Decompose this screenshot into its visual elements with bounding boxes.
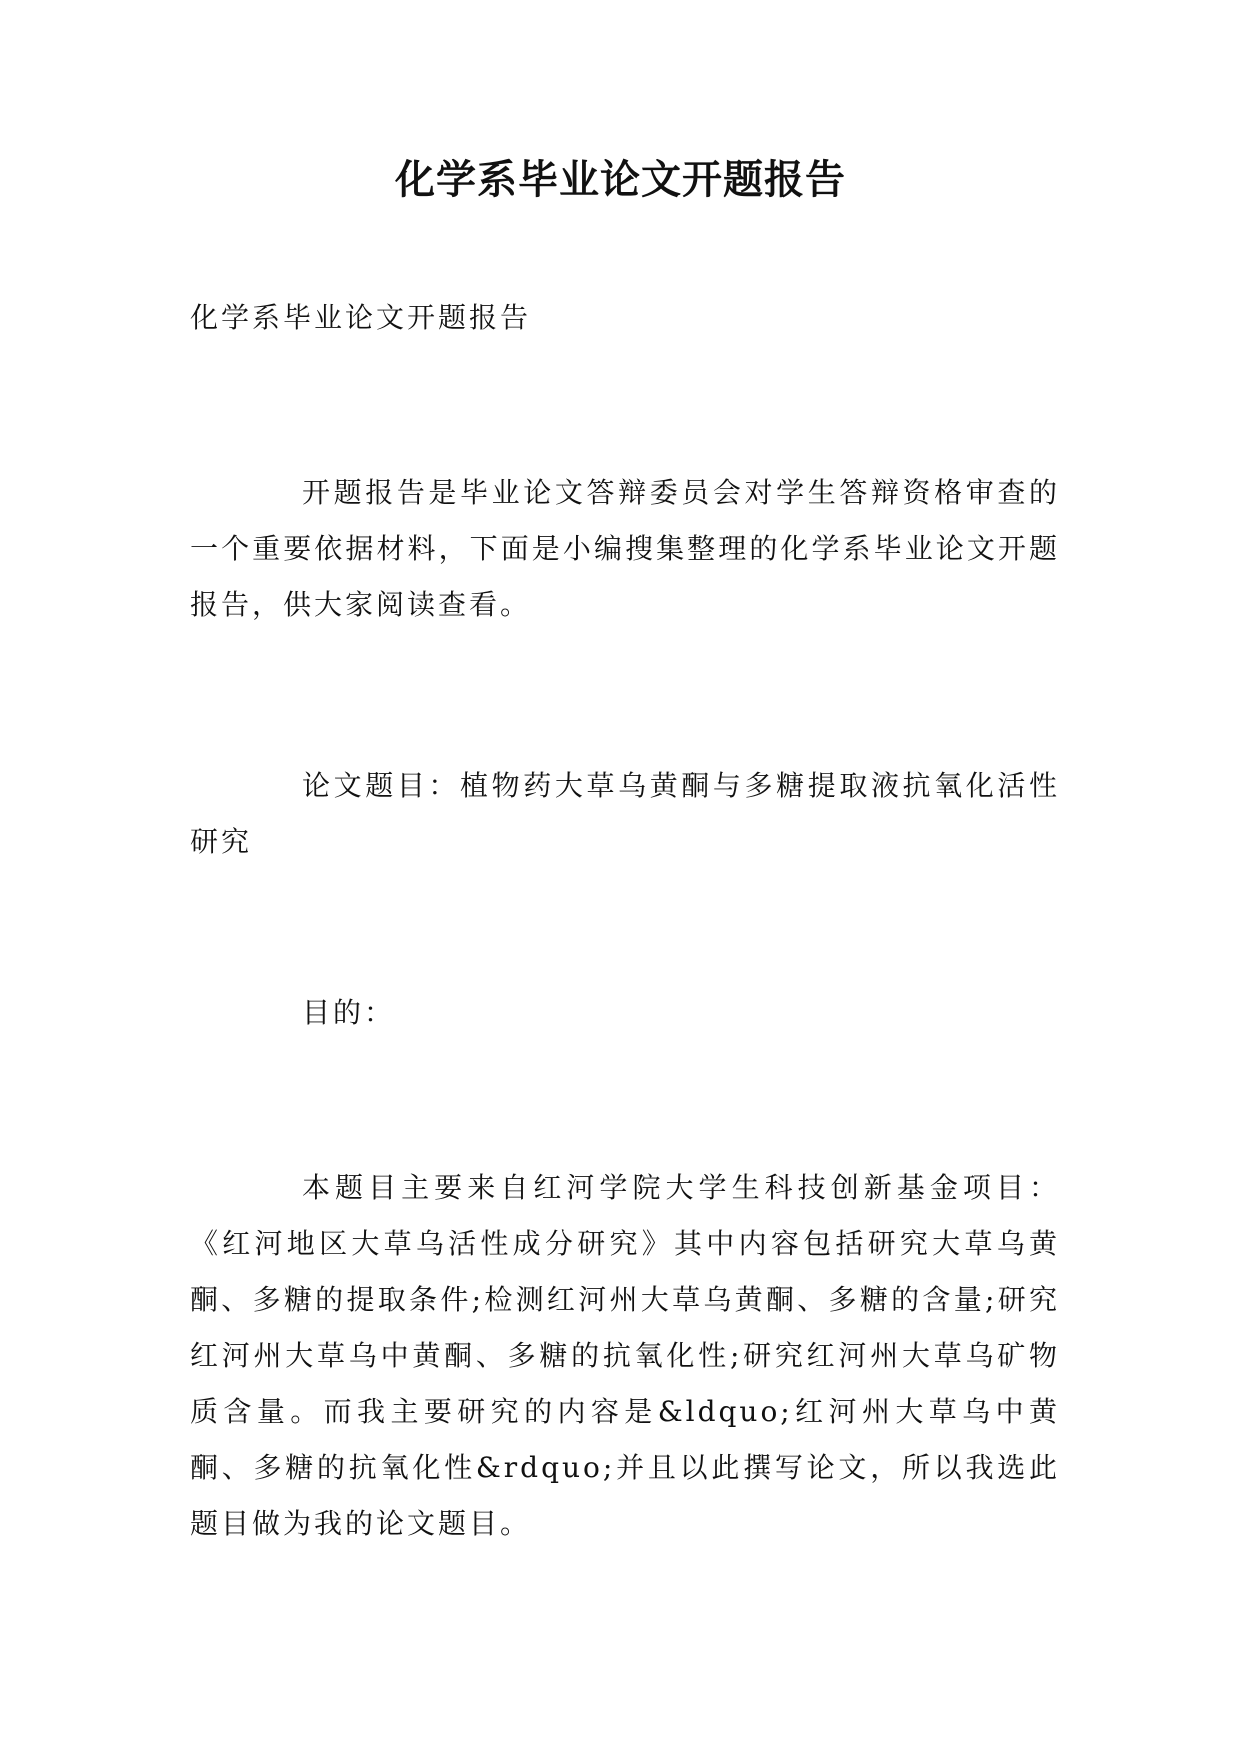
document-title: 化学系毕业论文开题报告 (395, 157, 846, 203)
document-subtitle: 化学系毕业论文开题报告 (190, 301, 532, 334)
topic-paragraph: 论文题目：植物药大草乌黄酮与多糖提取液抗氧化活性研究 (190, 769, 1060, 858)
purpose-heading: 目的： (302, 996, 396, 1029)
intro-paragraph: 开题报告是毕业论文答辩委员会对学生答辩资格审查的一个重要依据材料，下面是小编搜集整理的化学系毕业论文开题报告，供大家阅读查看。 (190, 476, 1060, 621)
body-paragraph: 本题目主要来自红河学院大学生科技创新基金项目：《红河地区大草乌活性成分研究》其中内容包括研究大草乌黄酮、多糖的提取条件;检测红河州大草乌黄酮、多糖的含量;研究红河州大草乌中黄酮、多糖的抗氧化性;研究红河州大草乌矿物质含量。而我主要研究的内容是&ldquo;红河州大草乌中黄酮、多糖的抗氧化性&rdquo;并且以此撰写论文，所以我选此题目做为我的论文题目。 (190, 1171, 1060, 1540)
